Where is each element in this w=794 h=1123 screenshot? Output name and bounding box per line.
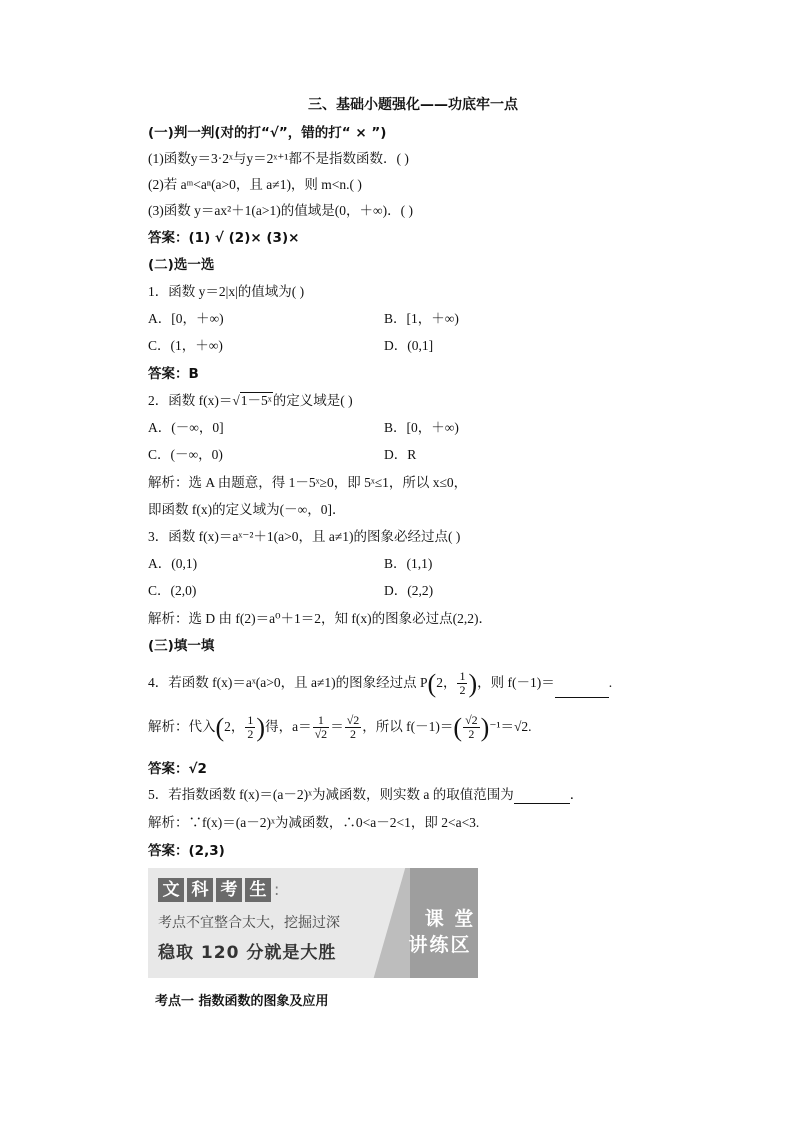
fraction-num: 1 <box>313 714 330 728</box>
equals-sign: ＝ <box>330 719 344 734</box>
q3-option-b: B．(1,1) <box>384 556 433 571</box>
q4-exp-mid1: 得，a＝ <box>265 719 312 734</box>
fraction-den: 2 <box>468 727 475 742</box>
right-paren: ) <box>256 712 266 742</box>
part1-q3: (3)函数 y＝ax²＋1(a>1)的值域是(0，＋∞)．( ) <box>148 203 413 218</box>
q3-option-a: A．(0,1) <box>148 556 198 571</box>
q5-blank <box>514 803 570 804</box>
part1-q2: (2)若 aᵐ<aⁿ(a>0，且 a≠1)，则 m<n.( ) <box>148 177 362 192</box>
part1-answer: 答案：(1) √ (2)× (3)× <box>148 230 300 246</box>
q2-option-a: A．(－∞，0] <box>148 420 224 435</box>
q4-exp-fraction-2 <box>313 714 330 741</box>
q4-fraction <box>457 670 467 697</box>
q3-option-c: C．(2,0) <box>148 583 197 598</box>
q2-explanation-1: 解析：选 A 由题意，得 1－5ˣ≥0，即 5ˣ≤1，所以 x≤0， <box>148 475 468 490</box>
q2-option-b: B．[0，＋∞) <box>384 420 459 435</box>
q4-blank <box>555 697 609 698</box>
right-paren: ) <box>480 712 490 742</box>
fraction-num: √2 <box>465 713 478 728</box>
q4-exp-fraction-3 <box>345 714 362 741</box>
topic-heading: 考点一 指数函数的图象及应用 <box>155 994 329 1009</box>
part2-heading: (二)选一选 <box>148 257 215 273</box>
q4-explanation <box>148 712 532 742</box>
banner-char-1: 文 <box>158 878 184 902</box>
section-banner <box>148 868 478 978</box>
q2-explanation-2: 即函数 f(x)的定义域为(－∞，0]． <box>148 502 346 517</box>
part2-q2 <box>148 392 353 410</box>
part3-heading: (三)填一填 <box>148 638 215 654</box>
banner-char-3: 考 <box>216 878 242 902</box>
q2-text-post: 的定义域是( ) <box>272 393 353 408</box>
q1-answer: 答案：B <box>148 366 199 382</box>
q4-exp-end: ⁻¹＝√2. <box>489 719 532 734</box>
left-paren: ( <box>427 668 437 698</box>
q2-sqrt-radicand: 1－5ˣ <box>240 393 272 408</box>
banner-colon: : <box>274 880 280 899</box>
fraction-den: 2 <box>247 727 254 742</box>
fraction-num: √2 <box>346 713 360 728</box>
part1-heading: (一)判一判(对的打“√”，错的打“ × ”) <box>148 125 387 141</box>
q5-answer: 答案：(2,3) <box>148 843 225 859</box>
banner-subtitle: 考点不宜整合太大，挖掘过深 <box>158 915 340 931</box>
q4-exp-mid2: ，所以 f(－1)＝ <box>362 719 454 734</box>
banner-char-4: 生 <box>245 878 271 902</box>
q5-explanation: 解析：∵f(x)＝(a－2)ˣ为减函数，∴0<a－2<1，即 2<a<3. <box>148 815 480 830</box>
q4-text-post: ，则 f(－1)＝ <box>477 675 555 690</box>
fraction-num: 1 <box>247 713 254 728</box>
q4-exp-pre: 解析：代入 <box>148 719 216 734</box>
q4-exp-point-x: 2， <box>224 719 245 734</box>
q1-option-d: D．(0,1] <box>384 338 434 353</box>
q4-fraction-num: 1 <box>459 669 466 684</box>
part2-q1: 1．函数 y＝2|x|的值域为( ) <box>148 284 305 299</box>
q5-end: ． <box>569 787 584 802</box>
sqrt-sign: √ <box>232 393 240 408</box>
q4-text-pre: 4．若函数 f(x)＝aˣ(a>0，且 a≠1)的图象经过点 P <box>148 675 428 690</box>
q2-option-c: C．(－∞，0) <box>148 447 223 462</box>
q4-exp-fraction-4 <box>463 714 480 741</box>
q3-option-d: D．(2,2) <box>384 583 434 598</box>
part3-q4 <box>148 668 612 698</box>
fraction-den: 2 <box>349 727 356 742</box>
q4-end: . <box>608 675 613 690</box>
left-paren: ( <box>215 712 225 742</box>
banner-right-line-1: 课 堂 <box>424 908 476 930</box>
q4-answer: 答案：√2 <box>148 761 207 777</box>
section-title: 三、基础小题强化——功底牢一点 <box>308 97 518 113</box>
right-paren: ) <box>468 668 478 698</box>
banner-char-2: 科 <box>187 878 213 902</box>
q1-option-c: C．(1，＋∞) <box>148 338 223 353</box>
part1-q1: (1)函数y＝3·2ˣ与y＝2ˣ⁺¹都不是指数函数．( ) <box>148 151 409 166</box>
part2-q3: 3．函数 f(x)＝aˣ⁻²＋1(a>0，且 a≠1)的图象必经过点( ) <box>148 529 461 544</box>
q1-option-b: B．[1，＋∞) <box>384 311 459 326</box>
q2-text-pre: 2．函数 f(x)＝ <box>148 393 233 408</box>
q5-text: 5．若指数函数 f(x)＝(a－2)ˣ为减函数，则实数 a 的取值范围为 <box>148 787 514 802</box>
left-paren: ( <box>453 712 463 742</box>
banner-right-line-2: 讲练区 <box>408 934 472 956</box>
part3-q5 <box>148 786 583 804</box>
banner-main-text: 稳取 120 分就是大胜 <box>158 943 337 963</box>
q2-option-d: D．R <box>384 447 417 462</box>
q4-fraction-den: 2 <box>459 683 466 698</box>
q4-point-x: 2， <box>436 675 457 690</box>
fraction-den: √2 <box>314 727 328 742</box>
q1-option-a: A．[0，＋∞) <box>148 311 224 326</box>
q3-explanation: 解析：选 D 由 f(2)＝a⁰＋1＝2，知 f(x)的图象必过点(2,2)． <box>148 611 492 626</box>
q4-exp-fraction-1 <box>245 714 255 741</box>
